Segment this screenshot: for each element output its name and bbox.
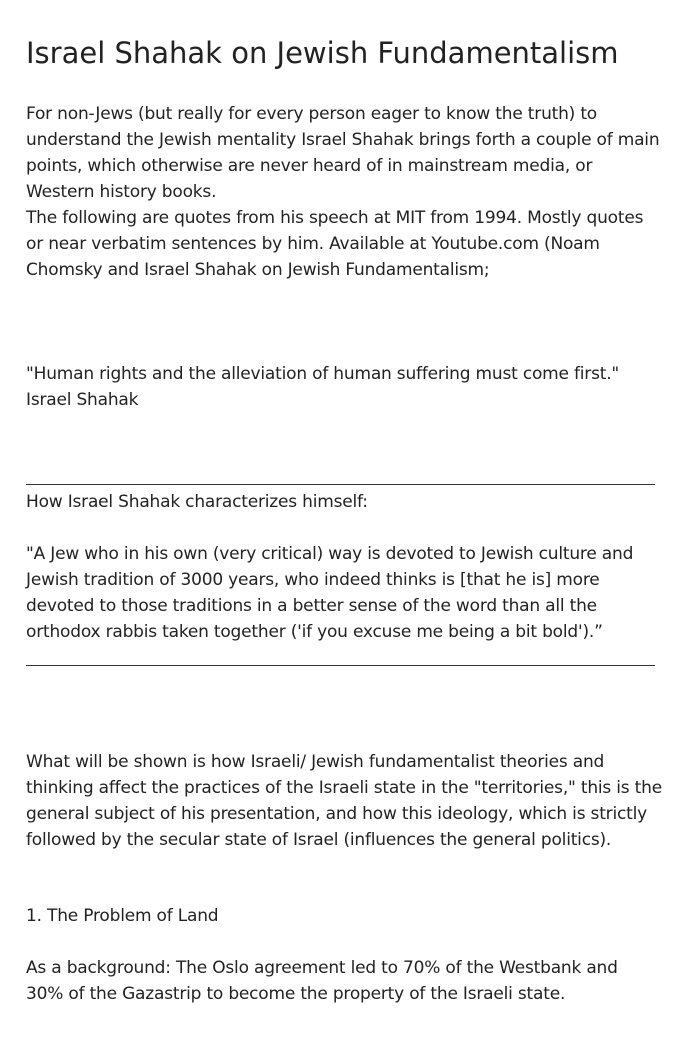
subject-paragraph (26, 749, 662, 853)
shahak-quote (26, 361, 619, 413)
background-paragraph (26, 955, 618, 1007)
divider (26, 665, 655, 666)
subject-line: What will be shown is how Israeli/ Jewish fundamentalist theories and (26, 752, 605, 772)
quote-text: "Human rights and the alleviation of human suffering must come first." (26, 364, 620, 384)
intro-line: points, which otherwise are never heard of in mainstream media, or (26, 156, 593, 176)
intro-line: or near verbatim sentences by him. Available at Youtube.com (Noam (26, 234, 600, 254)
background-line: 30% of the Gazastrip to become the property of the Israeli state. (26, 984, 566, 1004)
intro-paragraph (26, 101, 659, 283)
characterization-line: orthodox rabbis taken together ('if you excuse me being a bit bold').” (26, 622, 603, 642)
intro-line: For non-Jews (but really for every person eager to know the truth) to (26, 104, 597, 124)
characterization-line: "A Jew who in his own (very critical) way is devoted to Jewish culture and (26, 544, 634, 564)
characterization-quote (26, 541, 633, 645)
characterization-line: Jewish tradition of 3000 years, who indeed thinks is [that he is] more (26, 570, 600, 590)
quote-attribution: Israel Shahak (26, 390, 139, 410)
characterization-heading: How Israel Shahak characterizes himself: (26, 492, 368, 512)
divider (26, 484, 655, 485)
intro-line: Chomsky and Israel Shahak on Jewish Fundamentalism; (26, 260, 490, 280)
page-title: Israel Shahak on Jewish Fundamentalism (26, 36, 619, 70)
subject-line: general subject of his presentation, and how this ideology, which is strictly (26, 804, 647, 824)
subject-line: thinking affect the practices of the Israeli state in the "territories," this is the (26, 778, 662, 798)
intro-line: Western history books. (26, 182, 217, 202)
intro-line: The following are quotes from his speech at MIT from 1994. Mostly quotes (26, 208, 644, 228)
subject-line: followed by the secular state of Israel (influences the general politics). (26, 830, 612, 850)
characterization-line: devoted to those traditions in a better sense of the word than all the (26, 596, 597, 616)
section-heading: 1. The Problem of Land (26, 906, 219, 926)
intro-line: understand the Jewish mentality Israel Shahak brings forth a couple of main (26, 130, 660, 150)
background-line: As a background: The Oslo agreement led to 70% of the Westbank and (26, 958, 618, 978)
